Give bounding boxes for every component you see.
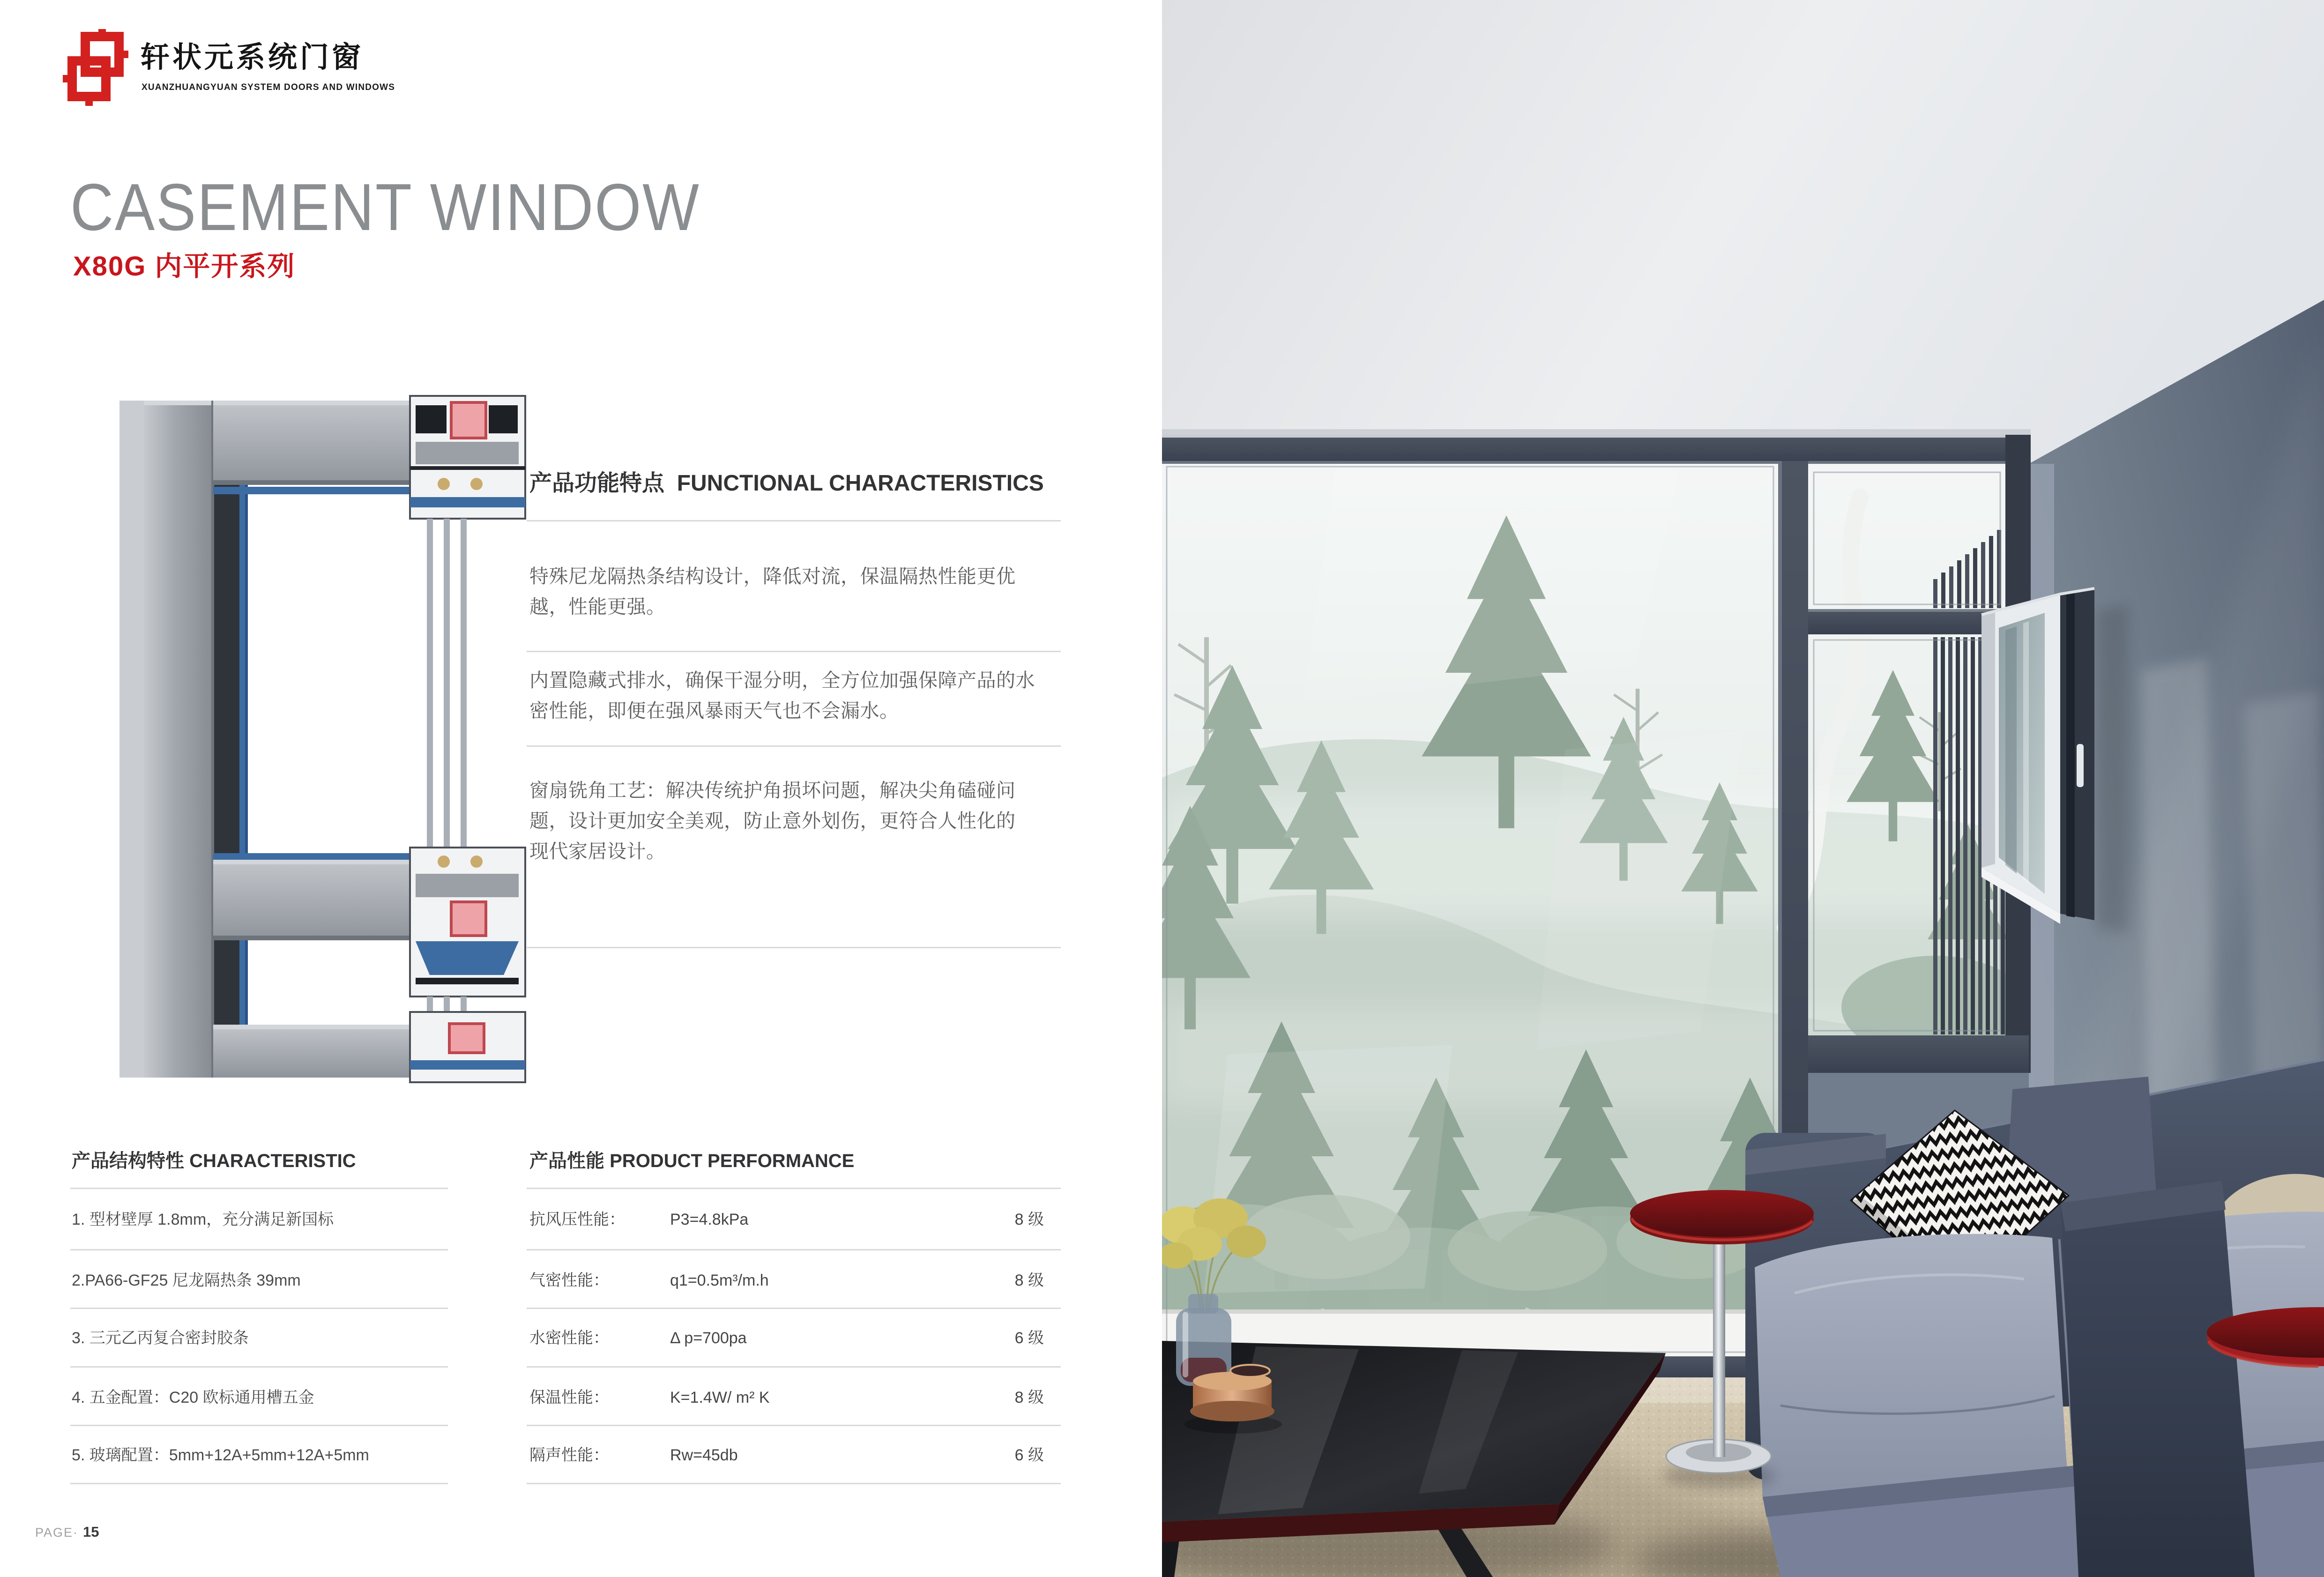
brand-subtitle: XUANZHUANGYUAN SYSTEM DOORS AND WINDOWS: [142, 82, 395, 92]
brand-name: 轩状元系统门窗: [141, 41, 364, 74]
page-number: 15: [83, 1524, 99, 1540]
structure-divider-1: [70, 1249, 448, 1250]
structure-item-1: 1. 型材壁厚 1.8mm，充分满足新国标: [72, 1211, 334, 1228]
functional-title-en: FUNCTIONAL CHARACTERISTICS: [677, 471, 1044, 496]
structure-item-5: 5. 玻璃配置：5mm+12A+5mm+12A+5mm: [72, 1446, 369, 1464]
structure-title-zh: 产品结构特性: [72, 1151, 184, 1171]
open-casement-sash: [1981, 588, 2128, 933]
window-transom: [1808, 609, 2005, 634]
performance-divider-2: [527, 1308, 1061, 1309]
functional-paragraph-1: 特殊尼龙隔热条结构设计，降低对流，保温隔热性能更优越，性能更强。: [529, 565, 1016, 617]
structure-divider-3: [70, 1366, 448, 1368]
performance-value: P3=4.8kPa: [670, 1211, 749, 1228]
profile-diagram: [119, 387, 536, 1085]
performance-label: 气密性能：: [529, 1272, 609, 1289]
performance-grade: 8 级: [1014, 1389, 1044, 1406]
performance-value: K=1.4W/ m² K: [670, 1389, 770, 1406]
performance-row: [529, 1447, 1061, 1463]
performance-value: Δ p=700pa: [670, 1329, 747, 1347]
performance-row: [529, 1330, 1061, 1346]
structure-divider-0: [70, 1188, 448, 1189]
performance-title-zh: 产品性能: [529, 1151, 604, 1171]
brand-logo: [63, 29, 128, 109]
performance-title-en: PRODUCT PERFORMANCE: [610, 1151, 855, 1171]
functional-paragraph-3: 窗扇铣角工艺：解决传统护角损坏问题，解决尖角磕碰问题，设计更加安全美观，防止意外划伤，更符合人性化的现代家居设计。: [529, 780, 1016, 862]
performance-grade: 8 级: [1014, 1211, 1044, 1228]
sash-handle: [2077, 744, 2084, 787]
structure-title-en: CHARACTERISTIC: [189, 1151, 356, 1171]
window-cross-section-diagram: [119, 387, 536, 1085]
right-window-sill: [1808, 1035, 2029, 1073]
page-title: CASEMENT WINDOW: [70, 170, 700, 245]
structure-item-2: 2.PA66-GF25 尼龙隔热条 39mm: [72, 1272, 301, 1289]
performance-label: 保温性能：: [529, 1389, 609, 1406]
performance-label: 抗风压性能：: [529, 1211, 625, 1228]
side-table-stem: [1713, 1217, 1725, 1457]
performance-value: q1=0.5m³/m.h: [670, 1272, 769, 1289]
functional-divider-3: [527, 745, 1061, 747]
functional-divider-4: [527, 947, 1061, 948]
functional-divider-2: [527, 651, 1061, 652]
structure-item-3: 3. 三元乙丙复合密封胶条: [72, 1329, 249, 1347]
structure-item-4: 4. 五金配置：C20 欧标通用槽五金: [72, 1389, 314, 1406]
performance-divider-3: [527, 1366, 1061, 1368]
performance-label: 隔声性能：: [529, 1446, 609, 1464]
structure-divider-5: [70, 1483, 448, 1484]
glass-reflection: [1303, 436, 1687, 703]
functional-section-title: [529, 472, 1044, 495]
performance-grade: 6 级: [1014, 1329, 1044, 1347]
structure-divider-4: [70, 1425, 448, 1426]
performance-grade: 8 级: [1014, 1272, 1044, 1289]
window-head-frame: [1162, 435, 2031, 464]
functional-paragraph-2: 内置隐藏式排水，确保干湿分明，全方位加强保障产品的水密性能，即便在强风暴雨天气也不会漏水。: [529, 669, 1035, 722]
performance-divider-1: [527, 1249, 1061, 1250]
brand-logo-icon: [63, 29, 128, 109]
performance-grade: 6 级: [1014, 1446, 1044, 1464]
page-label: PAGE·: [35, 1525, 79, 1540]
performance-row: [529, 1212, 1061, 1227]
performance-divider-5: [527, 1483, 1061, 1484]
structure-divider-2: [70, 1308, 448, 1309]
functional-divider-1: [527, 520, 1061, 521]
series-title: X80G 内平开系列: [73, 251, 296, 282]
living-room-photo: [1162, 0, 2324, 1577]
performance-divider-0: [527, 1188, 1061, 1189]
performance-row: [529, 1272, 1061, 1288]
performance-section-title: [529, 1152, 854, 1170]
performance-row: [529, 1390, 1061, 1406]
sofa-right-armrest: [2061, 1181, 2255, 1577]
page-footer: [35, 1524, 99, 1540]
performance-divider-4: [527, 1425, 1061, 1426]
living-room-photo-render: [1162, 0, 2324, 1577]
functional-title-zh: 产品功能特点: [529, 471, 665, 496]
performance-label: 水密性能：: [529, 1329, 609, 1347]
side-table-top: [1630, 1190, 1814, 1237]
performance-value: Rw=45db: [670, 1446, 738, 1464]
structure-section-title: [72, 1152, 356, 1170]
